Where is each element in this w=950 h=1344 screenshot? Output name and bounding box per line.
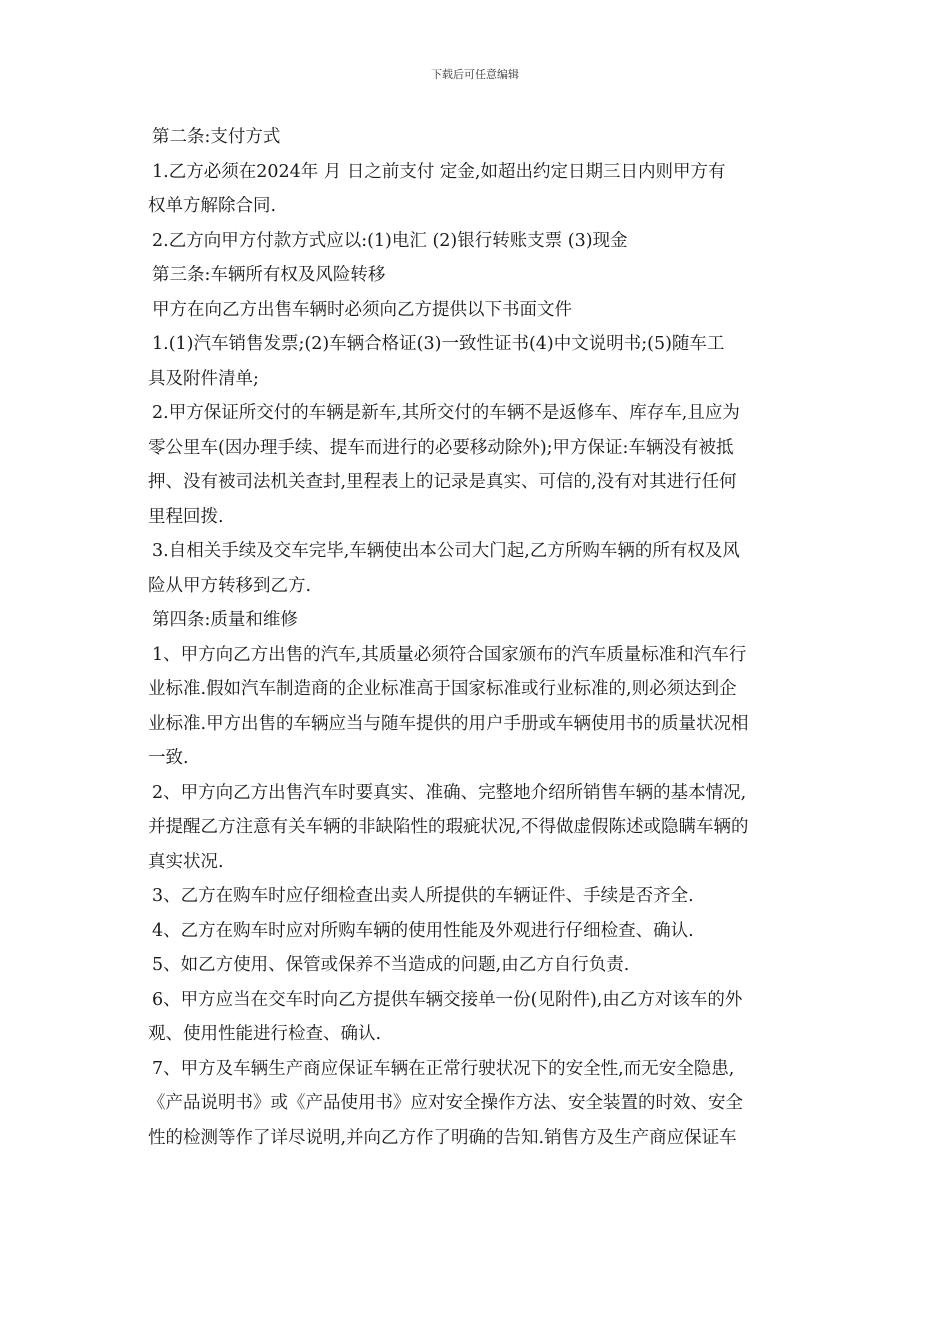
- paragraph-line: 一致.: [148, 748, 189, 768]
- paragraph-line: 业标准.假如汽车制造商的企业标准高于国家标准或行业标准的,则必须达到企: [148, 679, 737, 699]
- paragraph-line: 3.自相关手续及交车完毕,车辆使出本公司大门起,乙方所购车辆的所有权及风: [152, 541, 740, 561]
- paragraph-line: 2.甲方保证所交付的车辆是新车,其所交付的车辆不是返修车、库存车,且应为: [152, 403, 740, 423]
- paragraph-line: 6、甲方应当在交车时向乙方提供车辆交接单一份(见附件),由乙方对该车的外: [152, 989, 743, 1010]
- paragraph-line: 甲方在向乙方出售车辆时必须向乙方提供以下书面文件: [152, 299, 572, 320]
- paragraph-line: 押、没有被司法机关查封,里程表上的记录是真实、可信的,没有对其进行任何: [148, 472, 737, 492]
- paragraph-line: 权单方解除合同.: [148, 196, 277, 216]
- paragraph-line: 《产品说明书》或《产品使用书》应对安全操作方法、安全装置的时效、安全: [148, 1093, 743, 1113]
- paragraph-line: 7、甲方及车辆生产商应保证车辆在正常行驶状况下的安全性,而无安全隐患,: [152, 1058, 735, 1079]
- paragraph-line: 1.(1)汽车销售发票;(2)车辆合格证(3)一致性证书(4)中文说明书;(5)随车工: [152, 334, 725, 354]
- paragraph-line: 2.乙方向甲方付款方式应以:(1)电汇 (2)银行转账支票 (3)现金: [152, 230, 628, 251]
- paragraph-line: 5、如乙方使用、保管或保养不当造成的问题,由乙方自行负责.: [152, 955, 630, 975]
- paragraph-line: 业标准.甲方出售的车辆应当与随车提供的用户手册或车辆使用书的质量状况相: [148, 713, 749, 734]
- paragraph-line: 险从甲方转移到乙方.: [148, 575, 312, 596]
- paragraph-line: 里程回拨.: [148, 506, 224, 527]
- header-note: 下载后可任意编辑: [431, 68, 519, 81]
- paragraph-line: 观、使用性能进行检查、确认.: [148, 1024, 382, 1044]
- section-heading: 第二条:支付方式: [152, 127, 281, 147]
- paragraph-line: 零公里车(因办理手续、提车而进行的必要移动除外);甲方保证:车辆没有被抵: [148, 437, 734, 458]
- section-heading: 第四条:质量和维修: [152, 610, 298, 630]
- document-body: [148, 120, 808, 1155]
- paragraph-line: 4、乙方在购车时应对所购车辆的使用性能及外观进行仔细检查、确认.: [152, 920, 694, 941]
- paragraph-line: 并提醒乙方注意有关车辆的非缺陷性的瑕疵状况,不得做虚假陈述或隐瞒车辆的: [148, 817, 749, 837]
- paragraph-line: 性的检测等作了详尽说明,并向乙方作了明确的告知.销售方及生产商应保证车: [148, 1127, 737, 1148]
- paragraph-line: 1、甲方向乙方出售的汽车,其质量必须符合国家颁布的汽车质量标准和汽车行: [152, 644, 747, 665]
- paragraph-line: 2、甲方向乙方出售汽车时要真实、准确、完整地介绍所销售车辆的基本情况,: [152, 782, 747, 803]
- paragraph-line: 1.乙方必须在2024年 月 日之前支付 定金,如超出约定日期三日内则甲方有: [152, 161, 726, 182]
- paragraph-line: 具及附件清单;: [148, 368, 259, 389]
- paragraph-line: 真实状况.: [148, 851, 224, 872]
- paragraph-line: 3、乙方在购车时应仔细检查出卖人所提供的车辆证件、手续是否齐全.: [152, 886, 694, 906]
- section-heading: 第三条:车辆所有权及风险转移: [152, 265, 386, 285]
